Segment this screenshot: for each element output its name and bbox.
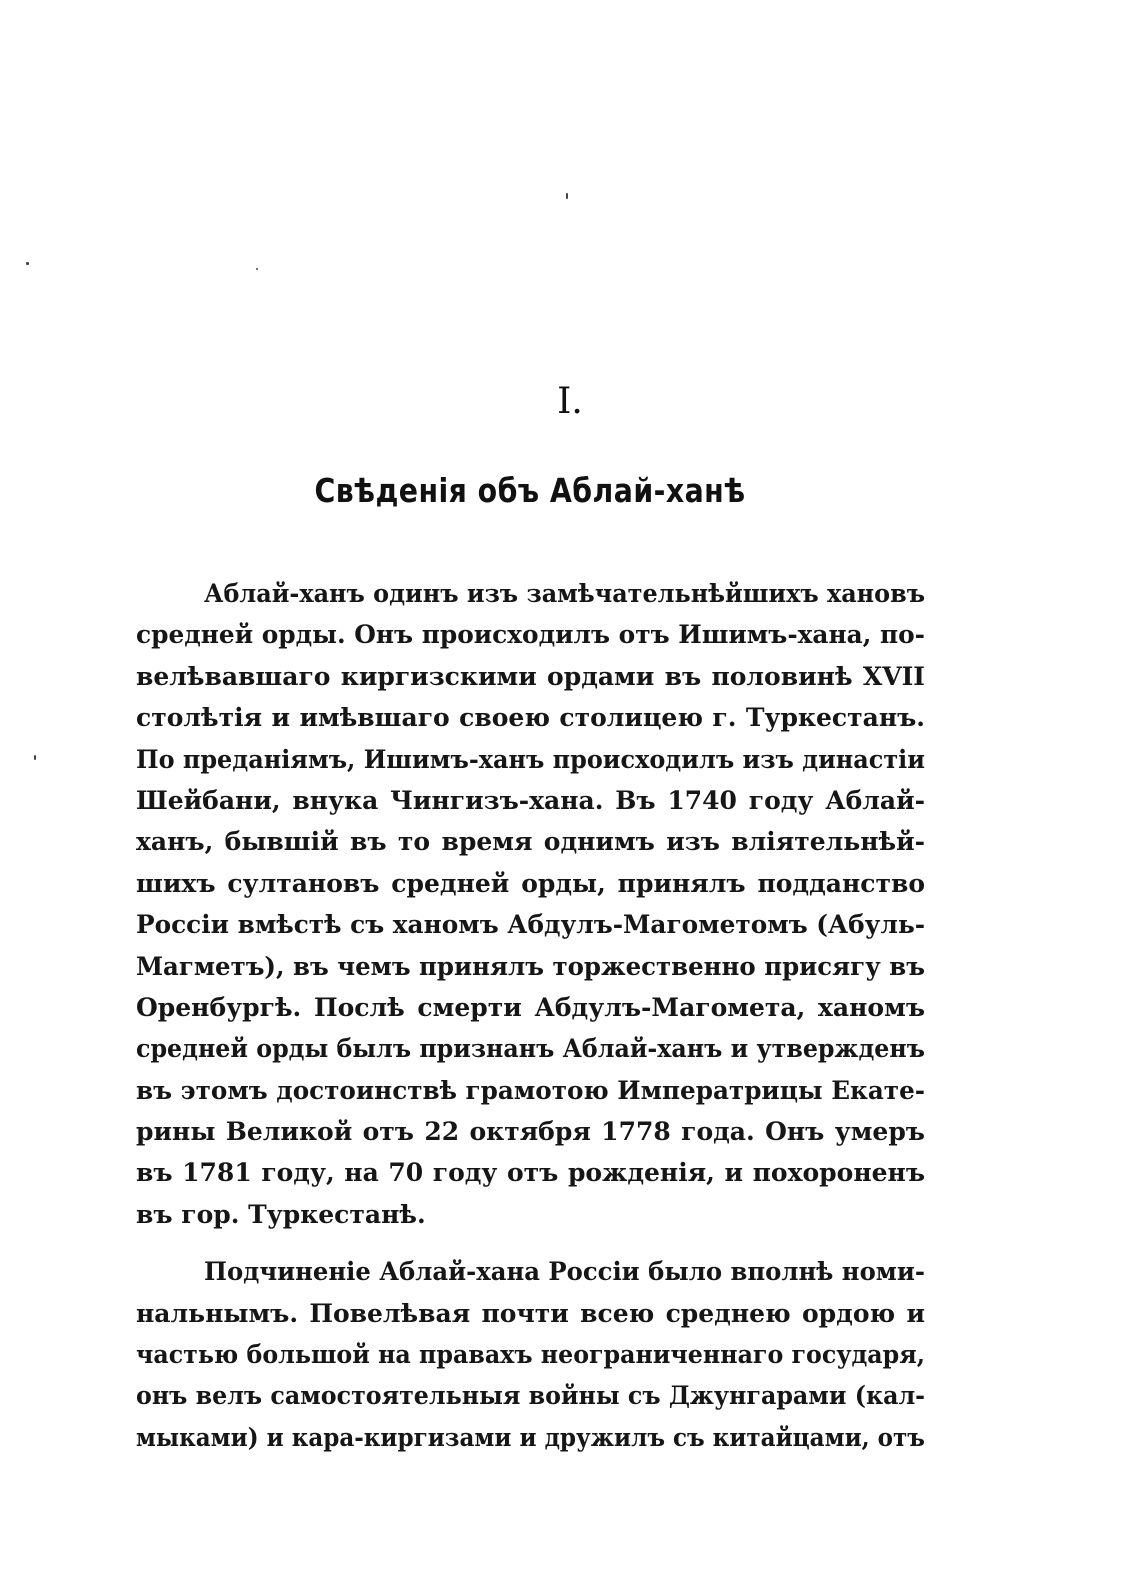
chapter-number: I.: [557, 381, 583, 422]
chapter-title: Свѣденія объ Аблай-ханѣ: [314, 471, 746, 510]
text-line: шихъ султановъ средней орды, принялъ подданство: [136, 868, 925, 898]
text-line: средней орды былъ признанъ Аблай-ханъ и утвержденъ: [136, 1034, 925, 1064]
text-line: Оренбургѣ. Послѣ смерти Абдулъ-Магомета, ханомъ: [136, 992, 925, 1022]
text-line: Шейбани, внука Чингизъ-хана. Въ 1740 году Аблай-: [136, 785, 925, 815]
scan-speck: [34, 755, 36, 760]
paragraph-1: [136, 573, 925, 1235]
text-line: По преданіямъ, Ишимъ-ханъ происходилъ изъ династіи: [136, 744, 925, 774]
text-line: Магметъ), въ чемъ принялъ торжественно присягу въ: [136, 951, 925, 981]
text-line: велѣвавшаго киргизскими ордами въ половинѣ XVII: [136, 661, 925, 691]
text-line: онъ велъ самостоятельныя войны съ Джунгарами (кал-: [136, 1381, 925, 1411]
text-line: въ 1781 году, на 70 году отъ рожденія, и похороненъ: [136, 1158, 925, 1188]
scan-speck: [256, 268, 258, 270]
text-line: частью большой на правахъ неограниченнаго государя,: [136, 1340, 925, 1370]
text-line: въ этомъ достоинствѣ грамотою Императрицы Екате-: [136, 1075, 925, 1105]
text-line: Аблай-ханъ одинъ изъ замѣчательнѣйшихъ хановъ: [204, 579, 925, 608]
text-line: средней орды. Онъ происходилъ отъ Ишимъ-хана, по-: [136, 620, 925, 650]
scan-speck: [26, 262, 29, 265]
body-text: [136, 573, 925, 1458]
paragraph-2: [136, 1251, 925, 1458]
text-line: Россіи вмѣстѣ съ ханомъ Абдулъ-Магометомъ (Абуль-: [136, 910, 925, 940]
text-line: рины Великой отъ 22 октября 1778 года. Онъ умеръ: [136, 1117, 925, 1147]
text-line: ханъ, бывшій въ то время однимъ изъ вліятельнѣй-: [136, 827, 925, 857]
scan-speck: [566, 193, 568, 199]
text-line: въ гор. Туркестанѣ.: [136, 1199, 426, 1229]
text-line: столѣтія и имѣвшаго своею столицею г. Туркестанъ.: [136, 703, 925, 733]
text-line: нальнымъ. Повелѣвая почти всею среднею ордою и: [136, 1298, 925, 1328]
text-line: Подчиненіе Аблай-хана Россіи было вполнѣ номи-: [204, 1257, 925, 1287]
text-line: мыками) и кара-киргизами и дружилъ съ китайцами, отъ: [136, 1422, 925, 1452]
